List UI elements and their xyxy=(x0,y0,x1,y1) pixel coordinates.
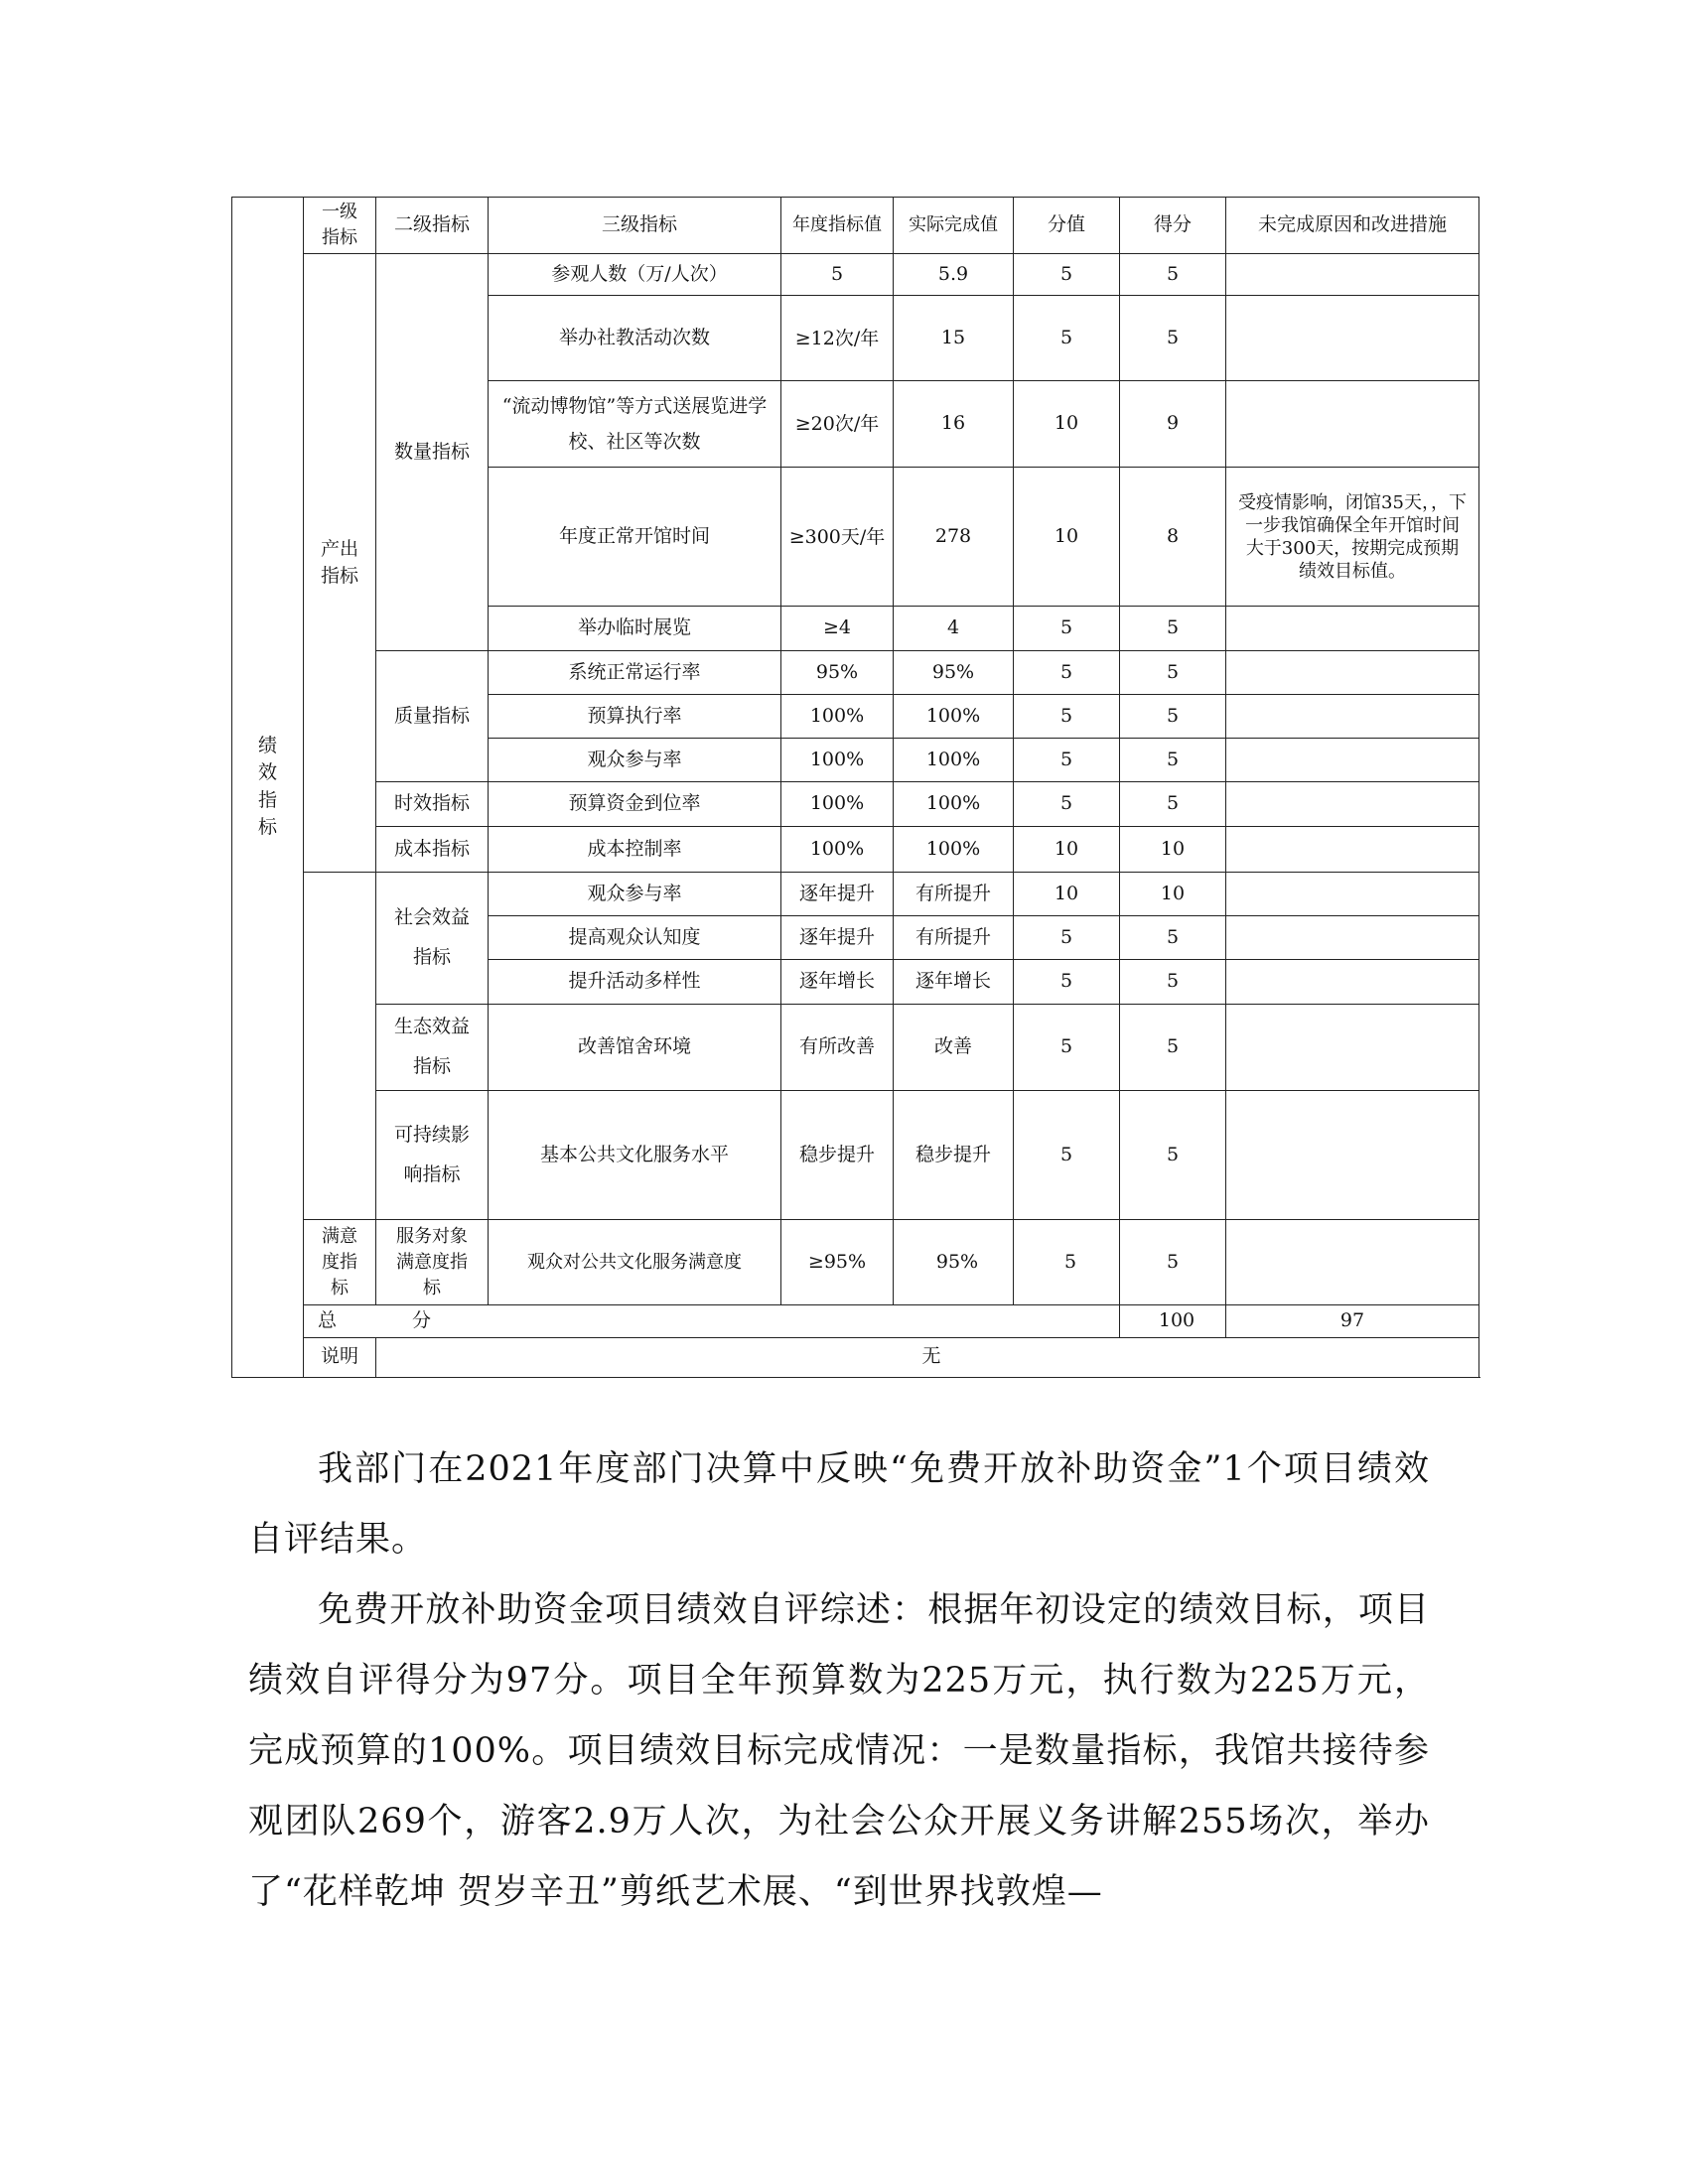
indicator-score: 5 xyxy=(1014,651,1120,695)
subgroup-cost: 成本指标 xyxy=(376,827,489,873)
performance-table xyxy=(231,197,1479,1378)
indicator-target: ≥20次/年 xyxy=(781,381,894,468)
indicator-score: 5 xyxy=(1014,607,1120,651)
indicator-actual: 逐年增长 xyxy=(894,960,1014,1005)
table-row xyxy=(232,1220,1479,1305)
indicator-target: 100% xyxy=(781,695,894,739)
indicator-actual: 有所提升 xyxy=(894,873,1014,916)
indicator-score: 5 xyxy=(1014,782,1120,827)
header-got: 得分 xyxy=(1120,198,1226,254)
indicator-name: 年度正常开馆时间 xyxy=(489,468,781,607)
indicator-target: ≥95% xyxy=(781,1220,894,1305)
indicator-target: 100% xyxy=(781,739,894,782)
indicator-actual: 15 xyxy=(894,296,1014,381)
subgroup-service: 服务对象满意度指标 xyxy=(376,1220,489,1305)
indicator-reason xyxy=(1226,1091,1479,1220)
indicator-reason xyxy=(1226,827,1479,873)
indicator-target: ≥12次/年 xyxy=(781,296,894,381)
subgroup-timeliness: 时效指标 xyxy=(376,782,489,827)
indicator-got: 5 xyxy=(1120,916,1226,960)
indicator-actual: 100% xyxy=(894,739,1014,782)
indicator-score: 5 xyxy=(1014,1091,1120,1220)
indicator-name: 预算执行率 xyxy=(489,695,781,739)
indicator-actual: 改善 xyxy=(894,1005,1014,1091)
table-row xyxy=(232,1091,1479,1220)
indicator-got: 9 xyxy=(1120,381,1226,468)
indicator-name: 基本公共文化服务水平 xyxy=(489,1091,781,1220)
indicator-got: 8 xyxy=(1120,468,1226,607)
indicator-score: 5 xyxy=(1014,916,1120,960)
indicator-name: 成本控制率 xyxy=(489,827,781,873)
indicator-name: 举办社教活动次数 xyxy=(489,296,781,381)
subgroup-eco: 生态效益指标 xyxy=(376,1005,489,1091)
total-label-a: 总 xyxy=(318,1309,338,1332)
table-row xyxy=(232,873,1479,916)
indicator-score: 5 xyxy=(1014,960,1120,1005)
indicator-target: 5 xyxy=(781,254,894,296)
indicator-target: 稳步提升 xyxy=(781,1091,894,1220)
note-value: 无 xyxy=(376,1337,1479,1377)
indicator-reason xyxy=(1226,960,1479,1005)
group-performance-indicators xyxy=(232,198,304,1378)
indicator-score: 10 xyxy=(1014,381,1120,468)
indicator-got: 5 xyxy=(1120,739,1226,782)
indicator-reason xyxy=(1226,782,1479,827)
indicator-target: 逐年提升 xyxy=(781,916,894,960)
indicator-reason xyxy=(1226,607,1479,651)
indicator-name: 参观人数（万/人次） xyxy=(489,254,781,296)
note-row xyxy=(232,1337,1479,1377)
header-score: 分值 xyxy=(1014,198,1120,254)
indicator-score: 5 xyxy=(1014,254,1120,296)
indicator-score: 10 xyxy=(1014,873,1120,916)
total-label xyxy=(304,1305,1120,1338)
subgroup-quantity: 数量指标 xyxy=(376,254,489,651)
indicator-score: 5 xyxy=(1014,1005,1120,1091)
indicator-target: 逐年增长 xyxy=(781,960,894,1005)
total-label-b: 分 xyxy=(412,1309,432,1332)
indicator-name: 观众参与率 xyxy=(489,873,781,916)
indicator-reason xyxy=(1226,873,1479,916)
total-row xyxy=(232,1305,1479,1338)
table-header-row xyxy=(232,198,1479,254)
indicator-reason xyxy=(1226,695,1479,739)
paragraph-summary: 我部门在2021年度部门决算中反映“免费开放补助资金”1个项目绩效自评结果。 xyxy=(248,1449,1430,1560)
indicator-reason xyxy=(1226,739,1479,782)
header-level2: 二级指标 xyxy=(376,198,489,254)
indicator-reason: 受疫情影响，闭馆35天，，下一步我馆确保全年开馆时间大于300天，按期完成预期绩效目标值。 xyxy=(1226,468,1479,607)
indicator-score: 5 xyxy=(1014,296,1120,381)
indicator-got: 5 xyxy=(1120,1005,1226,1091)
indicator-actual: 有所提升 xyxy=(894,916,1014,960)
indicator-actual: 95% xyxy=(894,651,1014,695)
indicator-target: ≥4 xyxy=(781,607,894,651)
indicator-actual: 4 xyxy=(894,607,1014,651)
table-row xyxy=(232,782,1479,827)
indicator-got: 5 xyxy=(1120,651,1226,695)
indicator-score: 5 xyxy=(1014,695,1120,739)
indicator-actual: 100% xyxy=(894,827,1014,873)
indicator-got: 5 xyxy=(1120,607,1226,651)
total-score: 100 xyxy=(1120,1305,1226,1338)
table-row xyxy=(232,827,1479,873)
indicator-name: 观众对公共文化服务满意度 xyxy=(489,1220,781,1305)
indicator-name: “流动博物馆”等方式送展览进学校、社区等次数 xyxy=(489,381,781,468)
indicator-got: 5 xyxy=(1120,960,1226,1005)
indicator-got: 5 xyxy=(1120,695,1226,739)
indicator-name: 预算资金到位率 xyxy=(489,782,781,827)
indicator-score: 10 xyxy=(1014,827,1120,873)
indicator-actual: 100% xyxy=(894,695,1014,739)
indicator-target: 100% xyxy=(781,827,894,873)
indicator-got: 5 xyxy=(1120,254,1226,296)
header-level1: 一级指标 xyxy=(304,198,376,254)
indicator-got: 10 xyxy=(1120,873,1226,916)
table-row xyxy=(232,254,1479,296)
indicator-score: 10 xyxy=(1014,468,1120,607)
indicator-reason xyxy=(1226,381,1479,468)
indicator-reason xyxy=(1226,1005,1479,1091)
indicator-got: 5 xyxy=(1120,1220,1226,1305)
subgroup-social: 社会效益指标 xyxy=(376,873,489,1005)
header-annual-target: 年度指标值 xyxy=(781,198,894,254)
indicator-name: 举办临时展览 xyxy=(489,607,781,651)
indicator-reason xyxy=(1226,254,1479,296)
indicator-target: 100% xyxy=(781,782,894,827)
indicator-name: 提升活动多样性 xyxy=(489,960,781,1005)
indicator-target: 有所改善 xyxy=(781,1005,894,1091)
note-label: 说明 xyxy=(304,1337,376,1377)
group-output-indicators xyxy=(304,254,376,873)
indicator-name: 提高观众认知度 xyxy=(489,916,781,960)
indicator-got: 5 xyxy=(1120,782,1226,827)
indicator-target: ≥300天/年 xyxy=(781,468,894,607)
indicator-name: 系统正常运行率 xyxy=(489,651,781,695)
table-row xyxy=(232,1005,1479,1091)
indicator-name: 改善馆舍环境 xyxy=(489,1005,781,1091)
paragraph-detail: 免费开放补助资金项目绩效自评综述：根据年初设定的绩效目标，项目绩效自评得分为97分。项目全年预算数为225万元，执行数为225万元，完成预算的100%。项目绩效目标完成情况：一是数量指标，我馆共接待参观团队269个，游客2.9万人次，为社会公众开展义务讲解255场次，举办了“花样乾坤 贺岁辛丑”剪纸艺术展、“到世界找敦煌— xyxy=(248,1590,1430,1912)
indicator-actual: 278 xyxy=(894,468,1014,607)
indicator-target: 逐年提升 xyxy=(781,873,894,916)
indicator-target: 95% xyxy=(781,651,894,695)
table-row xyxy=(232,651,1479,695)
indicator-got: 5 xyxy=(1120,296,1226,381)
indicator-reason xyxy=(1226,916,1479,960)
group-effect-indicators xyxy=(304,873,376,1220)
indicator-reason xyxy=(1226,1220,1479,1305)
indicator-actual: 稳步提升 xyxy=(894,1091,1014,1220)
total-got: 97 xyxy=(1226,1305,1479,1338)
header-level3: 三级指标 xyxy=(489,198,781,254)
indicator-actual: 16 xyxy=(894,381,1014,468)
header-reason: 未完成原因和改进措施 xyxy=(1226,198,1479,254)
indicator-name: 观众参与率 xyxy=(489,739,781,782)
indicator-score: 5 xyxy=(1014,739,1120,782)
indicator-actual: 5.9 xyxy=(894,254,1014,296)
indicator-got: 10 xyxy=(1120,827,1226,873)
indicator-reason xyxy=(1226,651,1479,695)
group-label: 绩效指标 xyxy=(257,734,277,839)
indicator-got: 5 xyxy=(1120,1091,1226,1220)
indicator-actual: 95% xyxy=(894,1220,1014,1305)
header-actual: 实际完成值 xyxy=(894,198,1014,254)
indicator-reason xyxy=(1226,296,1479,381)
indicator-score: 5 xyxy=(1014,1220,1120,1305)
group-label: 产出指标 xyxy=(320,537,358,588)
indicator-actual: 100% xyxy=(894,782,1014,827)
subgroup-quality: 质量指标 xyxy=(376,651,489,782)
subgroup-sustain: 可持续影响指标 xyxy=(376,1091,489,1220)
body-text xyxy=(248,1434,1430,1928)
group-satisfaction-indicators: 满意度指标 xyxy=(304,1220,376,1305)
